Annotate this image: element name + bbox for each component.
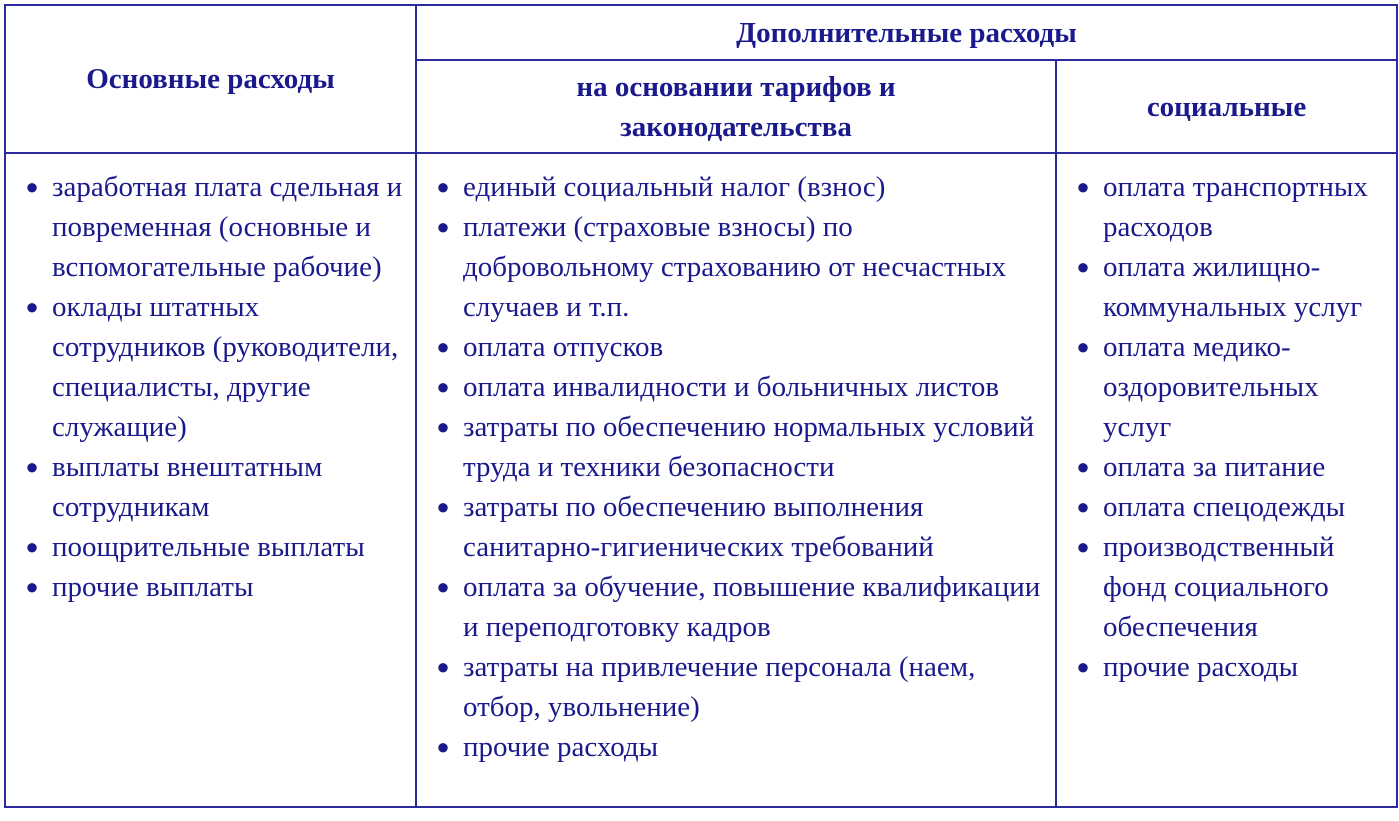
- tariff-expenses-list: [417, 154, 1055, 775]
- header-tariff-expenses: [416, 60, 1056, 153]
- bullet-icon: ●: [436, 214, 450, 239]
- bullet-icon: ●: [25, 534, 39, 559]
- list-item: ● оплата транспортных расходов: [1069, 167, 1390, 247]
- list-item: ● единый социальный налог (взнос): [429, 167, 1049, 207]
- list-item: ● затраты по обеспечению выполнения санитарно-гигиенических требований: [429, 487, 1049, 567]
- list-item: ● оплата за обучение, повышение квалификации и переподготовку кадров: [429, 567, 1049, 647]
- list-item: ● оклады штатных сотрудников (руководители, специалисты, другие служащие): [18, 287, 409, 447]
- bullet-icon: ●: [25, 174, 39, 199]
- main-expenses-cell: [5, 153, 416, 807]
- list-item: ● оплата инвалидности и больничных листов: [429, 367, 1049, 407]
- header-social-expenses: [1056, 60, 1397, 153]
- list-item: ● оплата медико-оздоровительных услуг: [1069, 327, 1390, 447]
- list-item: ● прочие расходы: [429, 727, 1049, 767]
- tariff-expenses-cell: [416, 153, 1056, 807]
- header-additional-label: Дополнительные расходы: [736, 16, 1077, 49]
- list-item: ● оплата отпусков: [429, 327, 1049, 367]
- social-expenses-list: [1057, 154, 1396, 695]
- bullet-icon: ●: [436, 654, 450, 679]
- list-item: ● затраты по обеспечению нормальных условий труда и техники безопасности: [429, 407, 1049, 487]
- list-item: ● оплата жилищно-коммунальных услуг: [1069, 247, 1390, 327]
- bullet-icon: ●: [25, 454, 39, 479]
- bullet-icon: ●: [1076, 254, 1090, 279]
- bullet-icon: ●: [1076, 174, 1090, 199]
- bullet-icon: ●: [25, 574, 39, 599]
- bullet-icon: ●: [436, 334, 450, 359]
- list-item: ● затраты на привлечение персонала (наем, отбор, увольнение): [429, 647, 1049, 727]
- bullet-icon: ●: [436, 414, 450, 439]
- list-item: ● заработная плата сдельная и повременная (основные и вспомогательные рабочие): [18, 167, 409, 287]
- header-main-expenses: [5, 5, 416, 153]
- bullet-icon: ●: [1076, 334, 1090, 359]
- list-item: ● оплата за питание: [1069, 447, 1390, 487]
- list-item: ● оплата спецодежды: [1069, 487, 1390, 527]
- list-item: ● производственный фонд социального обеспечения: [1069, 527, 1390, 647]
- bullet-icon: ●: [436, 374, 450, 399]
- header-tariff-label: на основании тарифов и законодательства: [576, 70, 896, 143]
- bullet-icon: ●: [436, 494, 450, 519]
- header-main-label: Основные расходы: [86, 63, 335, 95]
- bullet-icon: ●: [1076, 534, 1090, 559]
- header-social-label: социальные: [1146, 90, 1307, 123]
- list-item: ● выплаты внештатным сотрудникам: [18, 447, 409, 527]
- header-additional-expenses: [416, 5, 1397, 60]
- bullet-icon: ●: [1076, 654, 1090, 679]
- social-expenses-cell: [1056, 153, 1397, 807]
- bullet-icon: ●: [436, 174, 450, 199]
- bullet-icon: ●: [436, 734, 450, 759]
- bullet-icon: ●: [436, 574, 450, 599]
- expenses-table: [4, 4, 1398, 808]
- list-item: ● прочие расходы: [1069, 647, 1390, 687]
- list-item: ● прочие выплаты: [18, 567, 409, 607]
- bullet-icon: ●: [1076, 494, 1090, 519]
- list-item: ● поощрительные выплаты: [18, 527, 409, 567]
- list-item: ● платежи (страховые взносы) по добровольному страхованию от несчастных случаев и т.п.: [429, 207, 1049, 327]
- main-expenses-list: [6, 154, 415, 615]
- bullet-icon: ●: [25, 294, 39, 319]
- bullet-icon: ●: [1076, 454, 1090, 479]
